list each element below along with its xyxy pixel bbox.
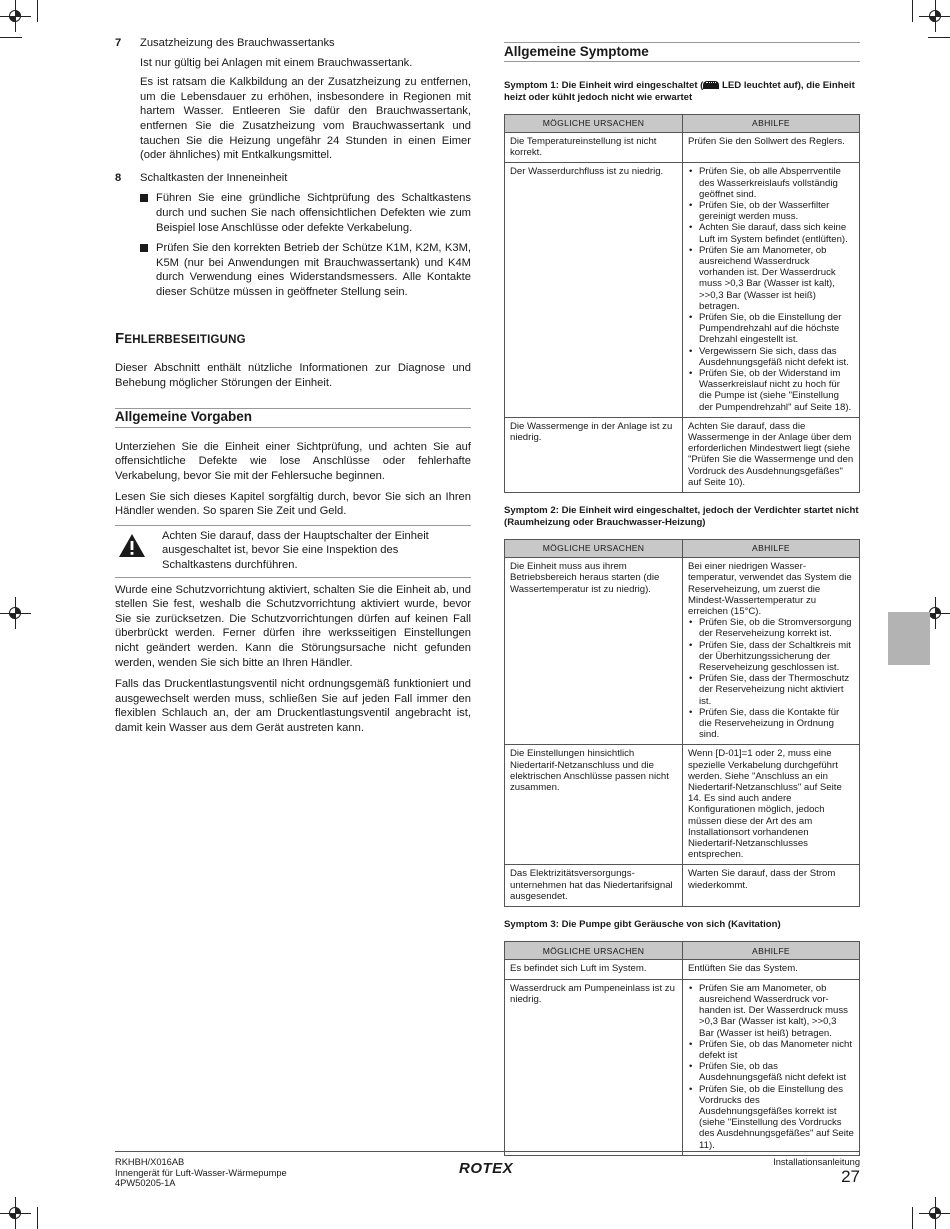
remedy-list-item: • Prüfen Sie am Manometer, ob ausreichend Wasserdruck vor-handen ist. Der Wasserdruck muss >0,3 Bar (Wasser ist kalt), >>0,3 Bar (Wasser ist heiß) betragen. <box>688 983 854 1039</box>
remedy-list-item: • Prüfen Sie, ob das Ausdehnungsgefäß nicht defekt ist <box>688 1061 854 1083</box>
footer-left <box>115 1157 287 1189</box>
item-note: Ist nur gültig bei Anlagen mit einem Brauchwassertank. <box>140 56 413 69</box>
maintenance-item-7 <box>115 36 471 163</box>
square-bullet-icon <box>140 244 148 252</box>
section-intro: Dieser Abschnitt enthält nützliche Informationen zur Diagnose und Behebung möglicher Störungen der Einheit. <box>115 362 471 389</box>
item-number: 8 <box>115 171 122 184</box>
item-number: 7 <box>115 37 122 49</box>
item-title: Schaltkasten der Inneneinheit <box>140 171 288 184</box>
cause-cell: Wasserdruck am Pumpeneinlass ist zu niedrig. <box>505 979 683 1155</box>
symptom-3-table <box>504 941 860 1155</box>
table-row <box>505 133 860 163</box>
remedy-list-item: • Prüfen Sie, dass der Schaltkreis mit der Überhitzungssicherung der Reserveheizung geschlossen ist. <box>688 640 854 674</box>
remedy-cell <box>683 133 860 163</box>
cause-cell: Die Wassermenge in der Anlage ist zu niedrig. <box>505 417 683 492</box>
remedy-list-item: • Prüfen Sie, ob die Einstellung des Vordrucks des Ausdehnungsgefäßes korrekt ist (siehe "Einstellung des Vordrucks des Ausdehnungsgefäßes" auf Seite 11). <box>688 1084 854 1151</box>
warning-box <box>115 525 471 578</box>
model-number: RKHBH/X016AB <box>115 1157 185 1167</box>
section-title: FEHLERBESEITIGUNG <box>115 329 246 347</box>
remedy-list <box>688 983 854 1151</box>
trim-line <box>912 1207 913 1229</box>
remedy-list-item: • Prüfen Sie, ob der Wasserfilter gereinigt werden muss. <box>688 200 854 222</box>
remedy-list-item: • Prüfen Sie, ob die Einstellung der Pumpendrehzahl auf die höchste Drehzahl eingestellt ist. <box>688 312 854 346</box>
remedy-list-item: • Vergewissern Sie sich, dass das Ausdehnungsgefäß nicht defekt ist. <box>688 346 854 368</box>
cause-cell: Die Einheit muss aus ihrem Betriebsbereich heraus starten (die Wassertemperatur ist zu niedrig). <box>505 558 683 745</box>
warning-text: Achten Sie darauf, dass der Hauptschalter der Einheit ausgeschaltet ist, bevor Sie eine Inspektion des Schaltkastens durchführen. <box>162 529 429 572</box>
remedy-list-item: • Prüfen Sie, ob alle Absperrventile des Wasserkreislaufs vollständig geöffnet sind. <box>688 166 854 200</box>
cause-cell: Das Elektrizitätsversorgungs-unternehmen hat das Niedertarifsignal ausgesendet. <box>505 865 683 907</box>
paragraph: Falls das Druckentlastungsventil nicht ordnungsgemäß funktioniert und ausgewechselt werden muss, schließen Sie auf jeden Fall immer den flexiblen Schlauch an, der am Druckentlastungsventil angebracht ist, damit kein Wasser aus dem Gerät austreten kann. <box>115 678 471 734</box>
cause-cell: Die Einstellungen hinsichtlich Niedertarif-Netzanschluss und die elektrischen Anschlüsse passen nicht zusammen. <box>505 745 683 865</box>
item-title: Zusatzheizung des Brauchwassertanks <box>140 37 335 49</box>
remedy-list-item: • Prüfen Sie am Manometer, ob ausreichend Wasserdruck vorhanden ist. Der Wasserdruck muss >0,3 Bar (Wasser ist kalt), >>0,3 Bar (Wasser ist heiß) betragen. <box>688 245 854 312</box>
registration-mark-mid-left <box>5 603 25 623</box>
remedy-text: Bei einer niedrigen Wasser-temperatur, verwendet das System die Reserveheizung, um zuerst die Mindest-Wassertemperatur zu erreichen (15°C). <box>688 561 852 617</box>
registration-mark-bottom-right <box>925 1203 945 1223</box>
symptom-1-table <box>504 114 860 493</box>
symptom-2-table <box>504 539 860 907</box>
remedy-text: Achten Sie darauf, dass die Wassermenge in der Anlage über dem erforderlichen Mindestwert liegt (siehe "Prüfen Sie die Wassermenge und den Vordruck des Ausdehnungsgefäßes" auf Seite 10). <box>688 420 854 488</box>
page-footer <box>115 1151 860 1189</box>
trim-line <box>37 1207 38 1229</box>
brand-logo: ROTEX <box>459 1160 514 1177</box>
remedy-list-item: • Prüfen Sie, ob das Manometer nicht defekt ist <box>688 1039 854 1061</box>
symptom-1-title: Symptom 1: Die Einheit wird eingeschaltet ( LED leuchtet auf), die Einheit heizt oder kühlt jedoch nicht wie erwartet <box>504 80 855 103</box>
registration-mark-top-left <box>5 6 25 26</box>
remedy-cell <box>683 417 860 492</box>
cause-cell: Die Temperatureinstellung ist nicht korrekt. <box>505 133 683 163</box>
remedy-text: Prüfen Sie den Sollwert des Reglers. <box>688 136 845 147</box>
remedy-cell <box>683 960 860 979</box>
bullet-item: Prüfen Sie den korrekten Betrieb der Schütze K1M, K2M, K3M, K5M (nur bei Anwendungen mit Brauchwassertank) und K4M durch Verwendung eines Widerstandsmessers. Alle Kontakte dieser Schütze müssen in geöffneter Stellung sein. <box>140 241 471 299</box>
left-column <box>115 36 471 741</box>
trim-line <box>912 0 913 22</box>
paragraph: Unterziehen Sie die Einheit einer Sichtprüfung, und achten Sie auf offensichtliche Defekte wie lose Anschlüsse oder fehlerhafte Verkabelung, bevor Sie mit der Fehlersuche beginnen. <box>115 440 471 483</box>
remedy-list <box>688 617 854 740</box>
paragraph: Lesen Sie sich dieses Kapitel sorgfältig durch, bevor Sie sich an Ihren Händler wenden. So sparen Sie Zeit und Geld. <box>115 490 471 518</box>
column-header-remedy: ABHILFE <box>683 115 860 133</box>
table-row <box>505 960 860 979</box>
document-number: 4PW50205-1A <box>115 1178 176 1189</box>
remedy-cell <box>683 558 860 745</box>
remedy-list-item: • Prüfen Sie, ob die Stromversorgung der Reserveheizung korrekt ist. <box>688 617 854 639</box>
cause-cell: Es befindet sich Luft im System. <box>505 960 683 979</box>
column-header-remedy: ABHILFE <box>683 942 860 960</box>
symptom-2-title: Symptom 2: Die Einheit wird eingeschaltet, jedoch der Verdichter startet nicht (Raumheizung oder Brauchwasser-Heizung) <box>504 505 859 528</box>
product-name: Innengerät für Luft-Wasser-Wärmepumpe <box>115 1167 287 1178</box>
column-header-causes: MÖGLICHE URSACHEN <box>505 942 683 960</box>
remedy-list-item: • Achten Sie darauf, dass sich keine Luft im System befindet (entlüften). <box>688 222 854 244</box>
column-header-remedy: ABHILFE <box>683 540 860 558</box>
right-column <box>504 36 860 1168</box>
trim-line <box>928 37 950 38</box>
remedy-cell <box>683 163 860 417</box>
bullet-item: Führen Sie eine gründliche Sichtprüfung des Schaltkastens durch und suchen Sie nach offensichtlichen Defekten wie zum Beispiel lose Anschlüsse oder defekte Verkabelung. <box>140 191 471 235</box>
item-text: Es ist ratsam die Kalkbildung an der Zusatzheizung zu entfernen, um die Lebensdauer zu erhöhen, insbesondere in Regionen mit hartem Wasser. Entleeren Sie dafür den Brauchwassertank, entfernen Sie die Zusatzheizung vom Brauchwassertank und tauchen Sie die Heizung ungefähr 24 Stunden in einen Eimer (oder ähnliches) mit Entkalkungsmittel. <box>140 76 471 162</box>
table-row <box>505 745 860 865</box>
table-row <box>505 163 860 417</box>
page-number: 27 <box>841 1166 860 1186</box>
footer-right <box>773 1157 860 1186</box>
remedy-cell <box>683 745 860 865</box>
manual-title: Installationsanleitung <box>773 1157 860 1167</box>
maintenance-item-8 <box>115 171 471 300</box>
cause-cell: Der Wasserdurchfluss ist zu niedrig. <box>505 163 683 417</box>
remedy-cell <box>683 979 860 1155</box>
table-row <box>505 417 860 492</box>
trim-line <box>37 0 38 22</box>
column-header-causes: MÖGLICHE URSACHEN <box>505 115 683 133</box>
registration-mark-bottom-left <box>5 1203 25 1223</box>
column-header-causes: MÖGLICHE URSACHEN <box>505 540 683 558</box>
remedy-list-item: • Prüfen Sie, ob der Widerstand im Wasserkreislauf nicht zu hoch für die Pumpe ist (siehe "Einstellung der Pumpendrehzahl" auf Seite 18). <box>688 368 854 413</box>
table-row <box>505 558 860 745</box>
chapter-tab <box>888 612 930 665</box>
table-row <box>505 865 860 907</box>
symptom-3-title: Symptom 3: Die Pumpe gibt Geräusche von sich (Kavitation) <box>504 918 781 930</box>
remedy-list-item: • Prüfen Sie, dass der Thermoschutz der Reserveheizung nicht aktiviert ist. <box>688 673 854 707</box>
registration-mark-top-right <box>925 6 945 26</box>
remedy-text: Warten Sie darauf, dass der Strom wiederkommt. <box>688 868 836 891</box>
table-row <box>505 979 860 1155</box>
remedy-list-item: • Prüfen Sie, dass die Kontakte für die Reserveheizung in Ordnung sind. <box>688 707 854 741</box>
led-icon <box>703 81 719 89</box>
paragraph: Wurde eine Schutzvorrichtung aktiviert, schalten Sie die Einheit ab, und stellen Sie fest, weshalb die Schutzvorrichtung aktiviert wurde, bevor Sie sie zurücksetzen. Die Schutzvorrichtungen dürfen auf keinen Fall überbrückt werden. Ferner dürfen ihre werksseitigen Einstellungen nicht geändert werden. Kann die Störungsursache nicht gefunden werden, wenden Sie sich bitte an Ihren Händler. <box>115 583 471 669</box>
trim-line <box>0 37 22 38</box>
subsection-title: Allgemeine Vorgaben <box>115 408 471 428</box>
remedy-cell <box>683 865 860 907</box>
square-bullet-icon <box>140 194 148 202</box>
warning-icon <box>118 533 146 558</box>
remedy-text: Wenn [D-01]=1 oder 2, muss eine spezielle Verkabelung durchgeführt werden. Siehe "Anschluss an ein Niedertarif-Netzanschluss" auf Seite 14. Es sind auch andere Konfigurationen möglich, jedoch müssen diese der Art des am Installationsort vorhandenen Niedertarif-Netzanschlusses entsprechen. <box>688 748 842 861</box>
remedy-list <box>688 166 854 412</box>
subsection-title: Allgemeine Symptome <box>504 42 860 62</box>
remedy-text: Entlüften Sie das System. <box>688 963 798 975</box>
